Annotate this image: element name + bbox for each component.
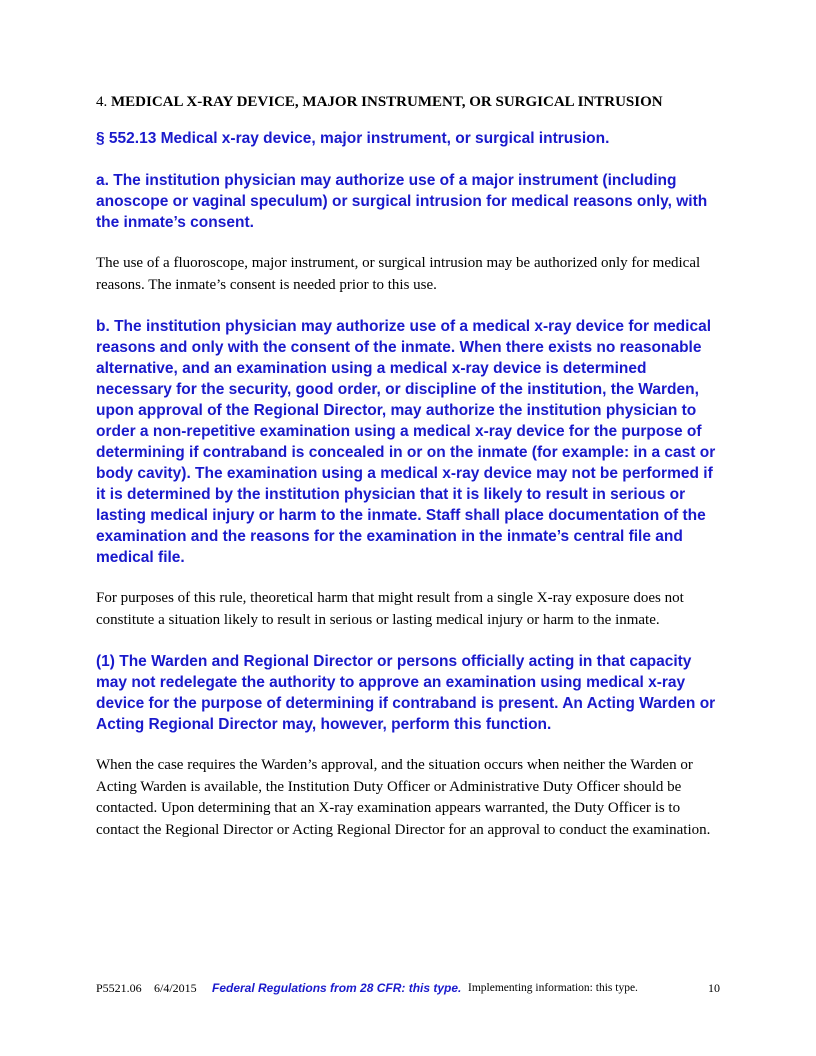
page-footer	[96, 980, 720, 996]
footer-page-number: 10	[708, 981, 720, 995]
implementing-paragraph-a: The use of a fluoroscope, major instrument, or surgical intrusion may be authorized only for medical reasons. The inmate’s consent is needed prior to this use.	[96, 255, 701, 293]
section-heading	[96, 92, 720, 112]
regulation-paragraph-a: a. The institution physician may authorize use of a major instrument (including anoscope or vaginal speculum) or surgical intrusion for medical reasons only, with the inmate’s consent.	[96, 172, 708, 231]
footer-date: 6/4/2015	[154, 981, 197, 995]
document-page	[96, 92, 720, 841]
footer-doc-id: P5521.06	[96, 981, 142, 995]
implementing-paragraph-b1: When the case requires the Warden’s approval, and the situation occurs when neither the Warden or Acting Warden is available, the Institution Duty Officer or Administrative Duty Officer should be contacted. Upon determining that an X-ray examination appears warranted, the Duty Officer is to contact the Regional Director or Acting Regional Director for an approval to conduct the examination.	[96, 757, 711, 838]
implementing-paragraph-b: For purposes of this rule, theoretical harm that might result from a single X-ray exposure does not constitute a situation likely to result in serious or lasting medical injury or harm to the inmate.	[96, 590, 684, 628]
regulation-paragraph-b: b. The institution physician may authorize use of a medical x-ray device for medical reasons and only with the consent of the inmate. When there exists no reasonable alternative, and an examination using a medical x-ray device is determined necessary for the security, good order, or discipline of the institution, the Warden, upon approval of the Regional Director, may authorize the institution physician to order a non-repetitive examination using a medical x-ray device for the purpose of determining if contraband is concealed in or on the inmate (for example: in a cast or body cavity). The examination using a medical x-ray device may not be performed if it is determined by the institution physician that it is likely to result in serious or lasting medical injury or harm to the inmate. Staff shall place documentation of the examination and the reasons for the examination in the inmate’s central file and medical file.	[96, 318, 716, 566]
section-title: MEDICAL X-RAY DEVICE, MAJOR INSTRUMENT, OR SURGICAL INTRUSION	[111, 94, 663, 110]
regulation-paragraph-b1: (1) The Warden and Regional Director or persons officially acting in that capacity may not redelegate the authority to approve an examination using medical x-ray device for the purpose of determining if contraband is present. An Acting Warden or Acting Regional Director may, however, perform this function.	[96, 653, 716, 733]
section-number: 4.	[96, 94, 108, 110]
footer-regulation-legend: Federal Regulations from 28 CFR: this type.	[212, 981, 462, 995]
footer-implementing-legend: Implementing information: this type.	[468, 982, 638, 994]
regulation-heading: § 552.13 Medical x-ray device, major instrument, or surgical intrusion.	[96, 130, 610, 147]
